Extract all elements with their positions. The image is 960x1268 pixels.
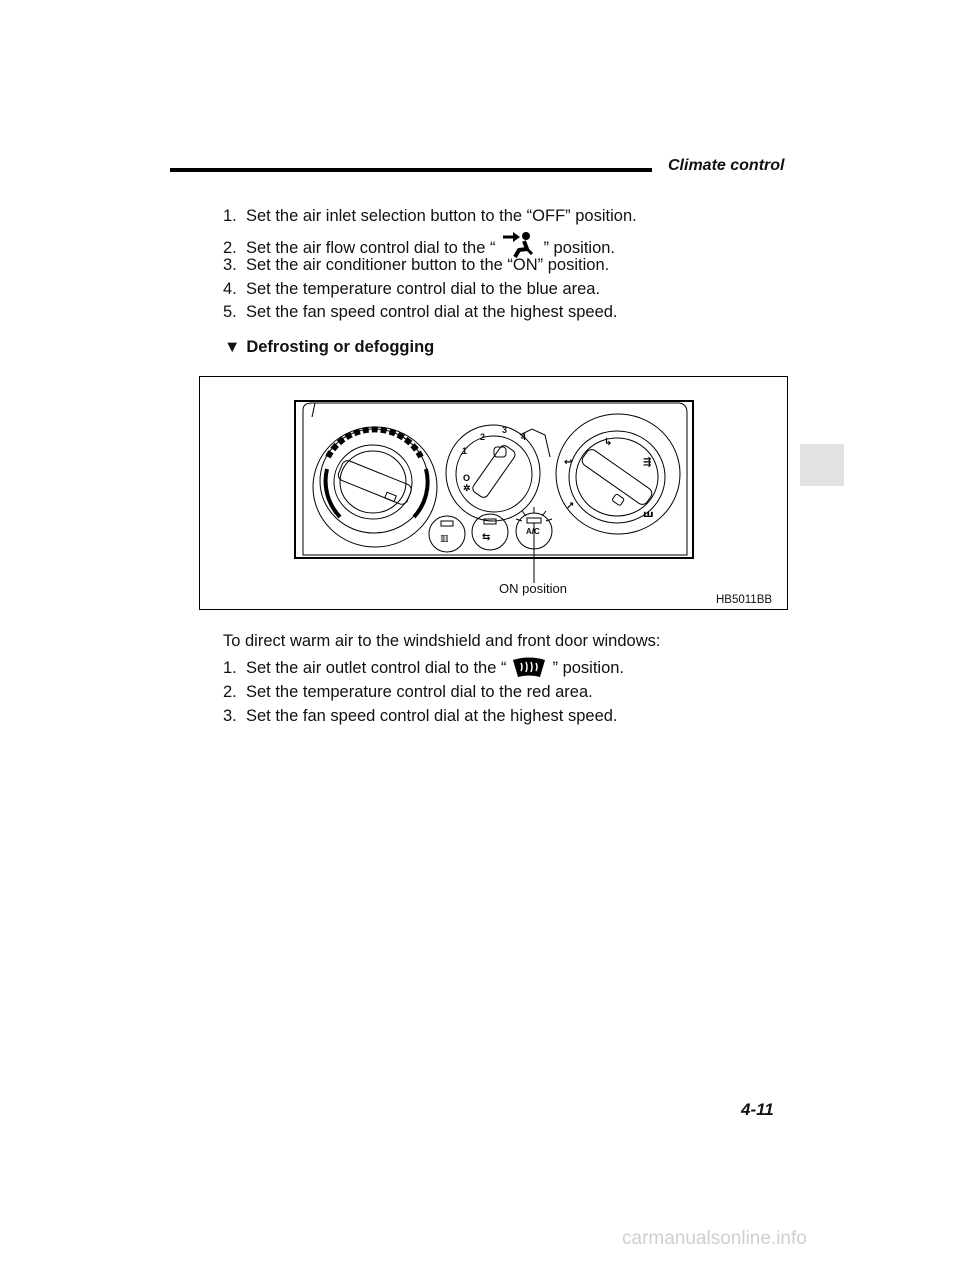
rear-defrost-button[interactable] bbox=[429, 516, 465, 552]
air-inlet-button[interactable] bbox=[472, 514, 508, 550]
temperature-dial[interactable] bbox=[313, 427, 437, 547]
section-heading-text: Defrosting or defogging bbox=[246, 338, 435, 356]
climate-panel-illustration bbox=[200, 377, 787, 609]
step-text: Set the temperature control dial to the blue area. bbox=[246, 280, 601, 298]
fan-dial-number-3: 3 bbox=[502, 425, 508, 435]
climate-panel-figure bbox=[199, 376, 788, 610]
floor-defrost-icon: ⇶ bbox=[643, 457, 652, 468]
step-number: 1. bbox=[223, 659, 237, 677]
header-rule bbox=[170, 168, 652, 172]
step-b-3 bbox=[223, 706, 618, 726]
step-text: Set the fan speed control dial at the highest speed. bbox=[246, 707, 618, 725]
defrost-icon bbox=[510, 657, 548, 684]
watermark: carmanualsonline.info bbox=[622, 1228, 807, 1249]
step-text: Set the fan speed control dial at the highest speed. bbox=[246, 303, 618, 321]
triangle-marker-icon: ▼ bbox=[224, 338, 241, 356]
step-number: 4. bbox=[223, 280, 237, 298]
ac-button-label: A/C bbox=[526, 527, 540, 536]
step-number: 5. bbox=[223, 303, 237, 321]
step-a-4 bbox=[223, 279, 600, 299]
on-position-callout: ON position bbox=[499, 581, 567, 596]
fan-speed-dial[interactable] bbox=[446, 425, 550, 521]
page-number: 4-11 bbox=[741, 1100, 774, 1119]
step-number: 3. bbox=[223, 256, 237, 274]
step-a-5 bbox=[223, 302, 618, 322]
defrost-mode-icon: ꟺ bbox=[643, 509, 654, 520]
step-text: Set the air conditioner button to the “ON” position. bbox=[246, 256, 610, 274]
air-outlet-dial[interactable] bbox=[556, 414, 680, 534]
fan-dial-number-2: 2 bbox=[480, 432, 486, 442]
step-number: 2. bbox=[223, 683, 237, 701]
rear-defrost-icon: ▥ bbox=[440, 534, 449, 544]
step-text: Set the air inlet selection button to the “OFF” position. bbox=[246, 207, 637, 225]
step-text: Set the air flow control dial to the “ bbox=[246, 239, 496, 257]
intro-paragraph: To direct warm air to the windshield and front door windows: bbox=[223, 632, 661, 650]
vent-mode-icon: ↳ bbox=[604, 437, 613, 448]
floor-mode-icon: ↗ bbox=[566, 501, 575, 512]
step-a-1 bbox=[223, 206, 637, 226]
fan-off-icon: O bbox=[463, 473, 471, 483]
chapter-tab bbox=[800, 444, 844, 486]
step-b-1 bbox=[223, 657, 624, 684]
step-text-after: ” position. bbox=[543, 239, 616, 257]
fan-dial-number-1: 1 bbox=[462, 446, 468, 456]
step-text-after: ” position. bbox=[552, 659, 625, 677]
step-number: 3. bbox=[223, 707, 237, 725]
figure-code: HB5011BB bbox=[716, 594, 773, 606]
fan-dial-number-4: 4 bbox=[521, 432, 527, 442]
fan-symbol-icon: ✲ bbox=[463, 483, 471, 493]
page-header-title: Climate control bbox=[668, 157, 785, 174]
step-number: 1. bbox=[223, 207, 237, 225]
step-text: Set the air outlet control dial to the “ bbox=[246, 659, 507, 677]
step-a-3 bbox=[223, 255, 609, 275]
step-text: Set the temperature control dial to the red area. bbox=[246, 683, 593, 701]
bilevel-mode-icon: ↩ bbox=[564, 457, 573, 468]
ac-button[interactable] bbox=[516, 507, 552, 583]
step-number: 2. bbox=[223, 239, 237, 257]
recirculation-icon: ⇆ bbox=[482, 532, 491, 543]
step-b-2 bbox=[223, 682, 593, 702]
section-heading bbox=[224, 338, 434, 357]
